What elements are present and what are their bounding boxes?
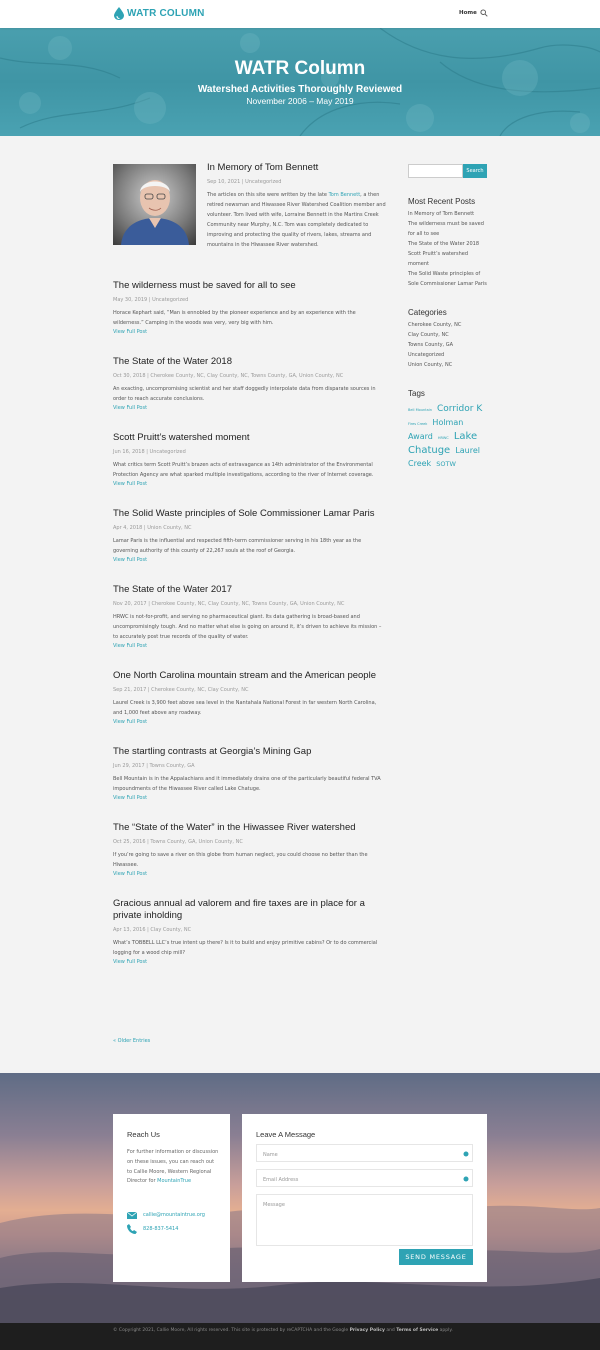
tag-link[interactable]: Corridor K <box>437 404 483 414</box>
sidebar-search-button[interactable]: Search <box>463 164 487 178</box>
blog-post <box>113 432 386 488</box>
post-category-link[interactable]: Union County, NC <box>147 525 192 531</box>
tags-heading: Tags <box>408 389 425 398</box>
post-excerpt: An exacting, uncompromising scientist and her staff doggedly interpolate data from disparate sources in order to reach accurate conclusions. <box>113 386 376 402</box>
post-category-link[interactable]: Towns County, GA <box>149 763 195 769</box>
terms-of-service-link[interactable]: Terms of Service <box>396 1328 439 1333</box>
post-meta: Jun 29, 2017 | Towns County, GA <box>113 763 195 769</box>
post-meta: Oct 25, 2016 | Towns County, GA, Union County, NC <box>113 839 243 845</box>
tag-link[interactable]: Laurel Creek <box>408 446 480 468</box>
post-category-link[interactable]: Towns County, GA, Union County, NC <box>150 839 243 845</box>
post-title-link[interactable]: The wilderness must be saved for all to see <box>113 280 296 291</box>
tag-link[interactable]: Lake Chatuge <box>408 431 478 456</box>
post-excerpt: If you’re going to save a river on this globe from human neglect, you could choose no better than the Hiwassee. <box>113 852 368 868</box>
post-category-link[interactable]: Cherokee County, NC, Clay County, NC, Towns County, GA, Union County, NC <box>150 373 344 379</box>
view-full-post-link[interactable]: View Full Post <box>113 871 148 877</box>
excerpt-text: , a then retired newsman and Hiwassee River Watershed Coalition member and volunteer. Tom lived with wife, Lorraine Bennett in the Martins Creek Community near Murphy, N.C. Tom was completely dedicated to improving and protecting the quality of rivers, lakes, streams and mountains in the Hiwassee River watershed. <box>207 192 386 248</box>
post-category-link[interactable]: Uncategorized <box>152 297 189 303</box>
recent-post-link[interactable]: Scott Pruitt’s watershed moment <box>408 251 469 267</box>
post-meta: Sep 21, 2017 | Cherokee County, NC, Clay County, NC <box>113 687 249 693</box>
phone-icon <box>127 1224 137 1234</box>
blog-post <box>113 822 386 878</box>
blog-post <box>113 508 386 564</box>
categories-heading: Categories <box>408 308 447 317</box>
hero-subtitle: Watershed Activities Thoroughly Reviewed <box>197 84 403 95</box>
mountaintrue-link[interactable]: MountainTrue <box>157 1178 192 1185</box>
reach-us-description: For further information or discussion on these issues, you can reach out to Callie Moore, Western Regional Director for <box>127 1149 219 1185</box>
copyright-and: and <box>384 1328 397 1333</box>
post-meta: Apr 13, 2016 | Clay County, NC <box>113 927 192 933</box>
message-placeholder: Message <box>263 1202 285 1208</box>
privacy-policy-link[interactable]: Privacy Policy <box>349 1328 385 1333</box>
email-placeholder: Email Address <box>263 1177 299 1183</box>
post-meta: Nov 20, 2017 | Cherokee County, NC, Clay County, NC, Towns County, GA, Union County, NC <box>113 601 345 607</box>
copyright-apply: apply. <box>438 1328 453 1333</box>
post-category-link[interactable]: Clay County, NC <box>150 927 192 933</box>
blog-post <box>113 280 386 336</box>
tag-link[interactable]: Holman Award <box>408 418 464 441</box>
post-meta: Oct 30, 2018 | Cherokee County, NC, Clay County, NC, Towns County, GA, Union County, NC <box>113 373 344 379</box>
blog-post-list <box>113 162 386 966</box>
recent-posts-heading: Most Recent Posts <box>408 197 476 206</box>
hero-banner <box>0 28 600 136</box>
tag-cloud <box>408 401 488 469</box>
tree-branches-background <box>0 28 600 136</box>
view-full-post-link[interactable]: View Full Post <box>113 795 148 801</box>
post-date: Jun 16, 2018 <box>113 449 145 455</box>
category-link[interactable]: Cherokee County, NC <box>408 322 462 328</box>
name-placeholder: Name <box>263 1152 278 1158</box>
blog-post <box>113 356 386 412</box>
categories-list <box>408 320 488 370</box>
post-title-link[interactable]: Gracious annual ad valorem and fire taxes are in place for a private inholding <box>113 898 365 921</box>
envelope-icon <box>127 1210 137 1220</box>
recent-post-link[interactable]: The wilderness must be saved for all to see <box>408 221 484 237</box>
category-link[interactable]: Towns County, GA <box>408 342 453 348</box>
post-meta: May 30, 2019 | Uncategorized <box>113 297 189 303</box>
post-title-link[interactable]: Scott Pruitt’s watershed moment <box>113 432 250 443</box>
phone-link[interactable]: 828-837-5414 <box>143 1226 179 1232</box>
recent-post-link[interactable]: The Solid Waste principles of Sole Commissioner Lamar Paris <box>408 271 487 287</box>
sidebar-search-input[interactable] <box>408 164 463 178</box>
recent-post-link[interactable]: In Memory of Tom Bennett <box>408 211 475 217</box>
copyright-text <box>113 1328 453 1333</box>
recent-posts-list <box>408 209 488 289</box>
autofill-key-icon <box>463 1151 469 1157</box>
featured-post-body <box>207 162 387 250</box>
post-date: Apr 4, 2018 <box>113 525 143 531</box>
footer-bottom-bar <box>0 1323 600 1350</box>
water-drop-icon <box>114 7 124 20</box>
blog-post <box>113 670 386 726</box>
logo-text: WATR COLUMN <box>127 8 205 19</box>
post-meta: Jun 16, 2018 | Uncategorized <box>113 449 186 455</box>
hero-title: WATR Column <box>234 58 366 79</box>
view-full-post-link[interactable]: View Full Post <box>113 481 148 487</box>
phone-contact <box>127 1224 178 1234</box>
name-field[interactable] <box>256 1144 473 1162</box>
email-address-field[interactable] <box>256 1169 473 1187</box>
post-category-link[interactable]: Cherokee County, NC, Clay County, NC, Towns County, GA, Union County, NC <box>151 601 345 607</box>
blog-post <box>113 746 386 802</box>
post-meta: Apr 4, 2018 | Union County, NC <box>113 525 192 531</box>
tag-link[interactable]: HRWC <box>437 436 449 440</box>
post-date: Apr 13, 2016 <box>113 927 146 933</box>
nav-home-link[interactable]: Home <box>459 10 477 16</box>
autofill-key-icon <box>463 1176 469 1182</box>
post-entries <box>113 280 386 966</box>
featured-post <box>113 162 386 280</box>
hero-date-range: November 2006 – May 2019 <box>246 96 354 106</box>
featured-post-meta: Sep 10, 2021 | Uncategorized <box>207 179 282 185</box>
view-full-post-link[interactable]: View Full Post <box>113 557 148 563</box>
post-excerpt: What critics term Scott Pruitt’s brazen acts of extravagance as 14th administrator of the Environmental Protection Agency are what sparked multiple investigations, according to the river of Internet coverage. <box>113 462 374 478</box>
post-excerpt: Horace Kephart said, “Man is ennobled by the pioneer experience and by an experience with the wilderness.” Camping in the woods was very, very big with him. <box>113 310 356 326</box>
post-title-link[interactable]: The State of the Water 2018 <box>113 356 232 367</box>
post-title-link[interactable]: The startling contrasts at Georgia’s Mining Gap <box>113 746 312 757</box>
reach-us-text <box>127 1148 219 1187</box>
site-logo[interactable] <box>114 7 205 20</box>
post-title-link[interactable]: The State of the Water 2017 <box>113 584 232 595</box>
tom-bennett-photo <box>113 164 196 245</box>
reach-us-heading: Reach Us <box>127 1130 160 1139</box>
post-date: Sep 21, 2017 <box>113 687 147 693</box>
recent-post-link[interactable]: The State of the Water 2018 <box>408 241 480 247</box>
post-category-link[interactable]: Uncategorized <box>149 449 186 455</box>
email-link[interactable]: callie@mountaintrue.org <box>143 1212 205 1218</box>
blog-post <box>113 584 386 650</box>
sidebar-search <box>408 164 488 178</box>
post-date: Jun 29, 2017 <box>113 763 145 769</box>
tom-bennett-link[interactable]: Tom Bennett <box>328 192 361 198</box>
post-excerpt: Lamar Paris is the influential and respected fifth-term commissioner serving in his 18th year as the governing authority of this county of 22,267 souls at the roof of Georgia. <box>113 538 362 554</box>
view-full-post-link[interactable]: View Full Post <box>113 405 148 411</box>
message-textarea[interactable] <box>256 1194 473 1246</box>
post-excerpt: HRWC is not-for-profit, and serving no pharmaceutical giant. Its data gathering is broad-based and uncompromisingly tough. And no matter what else is going on around it, it’s driven to achieve its mission – to accurately post true records of the quality of water. <box>113 614 382 640</box>
sidebar <box>408 164 488 469</box>
post-title-link[interactable]: The “State of the Water” in the Hiwassee River watershed <box>113 822 356 833</box>
post-title-link[interactable]: One North Carolina mountain stream and the American people <box>113 670 376 681</box>
post-date: May 30, 2019 <box>113 297 148 303</box>
copyright-prefix: © Copyright 2021, Callie Moore, All rights reserved. This site is protected by reCAPTCHA and the Google <box>113 1328 350 1333</box>
search-icon[interactable] <box>480 9 488 17</box>
post-date: Sep 10, 2021 <box>207 179 241 185</box>
featured-post-title[interactable]: In Memory of Tom Bennett <box>207 162 319 173</box>
older-entries-link[interactable]: « Older Entries <box>113 1038 151 1044</box>
post-date: Nov 20, 2017 <box>113 601 147 607</box>
featured-post-excerpt <box>207 190 387 250</box>
post-excerpt: Bell Mountain is in the Appalachians and it immediately drains one of the particularly beautiful federal TVA impoundments of the Hiwassee River called Lake Chatuge. <box>113 776 381 792</box>
post-category-link[interactable]: Uncategorized <box>245 179 282 185</box>
reach-us-card <box>113 1114 230 1282</box>
tag-link[interactable]: SOTW <box>436 460 456 468</box>
blog-post <box>113 898 386 966</box>
post-excerpt: What’s TOBBELL LLC’s true intent up there? Is it to build and enjoy primitive cabins? Or to do commercial logging for a wood chip mill? <box>113 940 378 956</box>
view-full-post-link[interactable]: View Full Post <box>113 719 148 725</box>
top-navigation-bar <box>0 0 600 28</box>
portrait-illustration <box>113 164 196 245</box>
view-full-post-link[interactable]: View Full Post <box>113 959 148 965</box>
tag-link[interactable]: Fires Creek <box>408 422 428 426</box>
post-date: Oct 30, 2018 <box>113 373 146 379</box>
category-link[interactable]: Uncategorized <box>408 352 445 358</box>
post-date: Oct 25, 2016 <box>113 839 146 845</box>
send-message-button[interactable]: SEND MESSAGE <box>399 1249 473 1265</box>
excerpt-text: The articles on this site were written by the late <box>207 192 329 198</box>
leave-message-card <box>242 1114 487 1282</box>
category-link[interactable]: Clay County, NC <box>408 332 449 338</box>
post-title-link[interactable]: The Solid Waste principles of Sole Commissioner Lamar Paris <box>113 508 375 519</box>
post-excerpt: Laurel Creek is 3,900 feet above sea level in the Nantahala National Forest in far western North Carolina, and 1,000 feet above any roadway. <box>113 700 377 716</box>
tag-link[interactable]: Bell Mountain <box>408 408 432 412</box>
view-full-post-link[interactable]: View Full Post <box>113 329 148 335</box>
post-category-link[interactable]: Cherokee County, NC, Clay County, NC <box>151 687 249 693</box>
email-contact <box>127 1210 205 1220</box>
leave-message-heading: Leave A Message <box>256 1130 316 1139</box>
category-link[interactable]: Union County, NC <box>408 362 453 368</box>
view-full-post-link[interactable]: View Full Post <box>113 643 148 649</box>
